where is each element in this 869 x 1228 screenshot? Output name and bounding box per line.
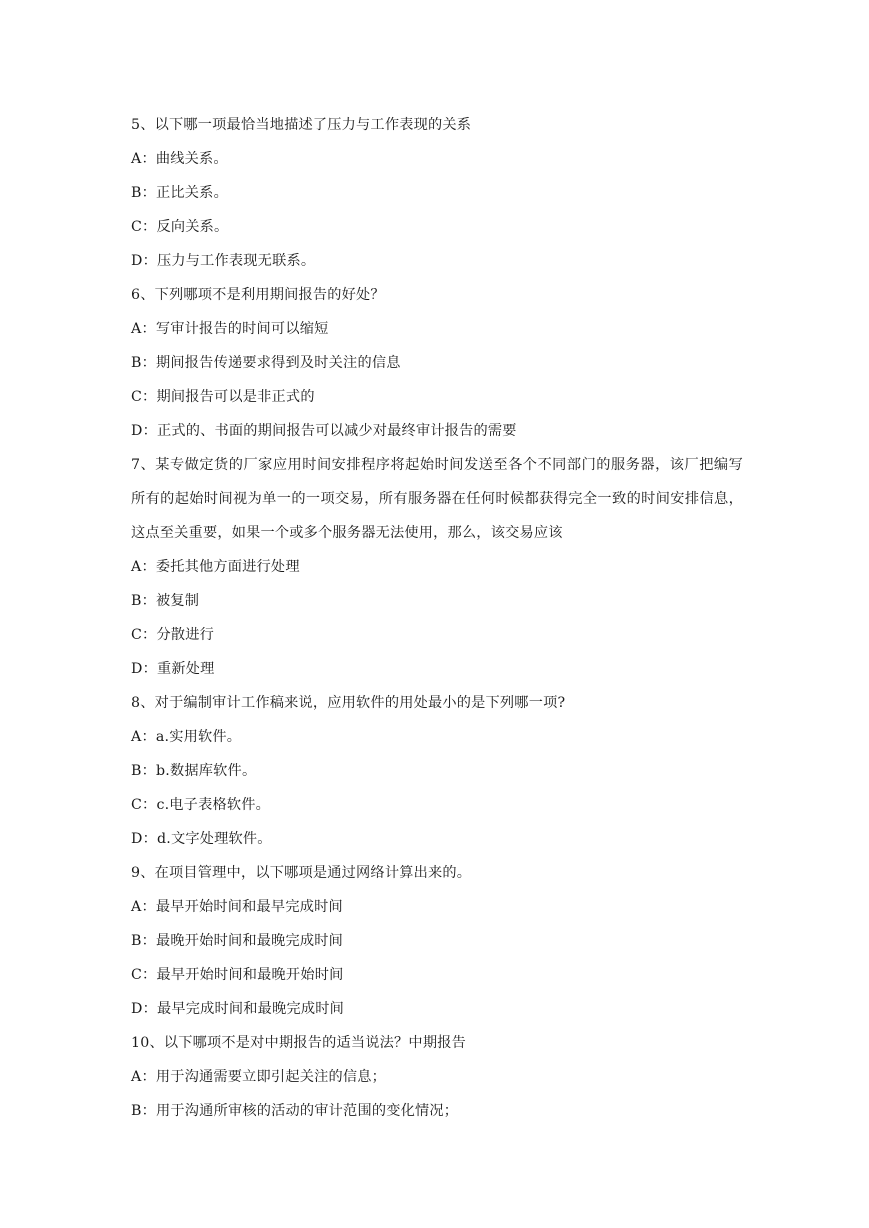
question-stem: 10、以下哪项不是对中期报告的适当说法？中期报告 [131, 1035, 466, 1051]
option-b: B：b.数据库软件。 [131, 763, 257, 779]
question-stem: 5、以下哪一项最恰当地描述了压力与工作表现的关系 [131, 117, 472, 133]
option-d: D：重新处理 [131, 661, 215, 677]
option-b: B：期间报告传递要求得到及时关注的信息 [131, 355, 401, 371]
option-b: B：最晚开始时间和最晚完成时间 [131, 933, 344, 949]
option-c: C：期间报告可以是非正式的 [131, 389, 315, 405]
question-stem: 9、在项目管理中，以下哪项是通过网络计算出来的。 [131, 865, 472, 881]
question-list [131, 108, 743, 1128]
option-a: A：写审计报告的时间可以缩短 [131, 321, 329, 337]
option-d: D：d.文字处理软件。 [131, 831, 272, 847]
option-a: A：a.实用软件。 [131, 729, 242, 745]
option-c: C：分散进行 [131, 627, 214, 643]
option-d: D：正式的、书面的期间报告可以减少对最终审计报告的需要 [131, 423, 517, 439]
option-a: A：用于沟通需要立即引起关注的信息； [131, 1069, 387, 1085]
option-d: D：最早完成时间和最晚完成时间 [131, 1001, 345, 1017]
option-a: A：委托其他方面进行处理 [131, 559, 300, 575]
option-d: D：压力与工作表现无联系。 [131, 253, 316, 269]
option-b: B：用于沟通所审核的活动的审计范围的变化情况； [131, 1103, 459, 1119]
option-c: C：反向关系。 [131, 219, 229, 235]
option-b: B：被复制 [131, 593, 200, 609]
option-c: C：c.电子表格软件。 [131, 797, 271, 813]
option-a: A：最早开始时间和最早完成时间 [131, 899, 343, 915]
question-stem: 7、某专做定货的厂家应用时间安排程序将起始时间发送至各个不同部门的服务器，该厂把编写所有的起始时间视为单一的一项交易，所有服务器在任何时候都获得完全一致的时间安排信息，这点至关重要，如果一个或多个服务器无法使用，那么，该交易应该 [131, 457, 743, 541]
question-stem: 6、下列哪项不是利用期间报告的好处？ [131, 287, 385, 303]
option-b: B：正比关系。 [131, 185, 228, 201]
option-c: C：最早开始时间和最晚开始时间 [131, 967, 344, 983]
option-a: A：曲线关系。 [131, 151, 228, 167]
question-stem: 8、对于编制审计工作稿来说，应用软件的用处最小的是下列哪一项? [131, 695, 566, 711]
